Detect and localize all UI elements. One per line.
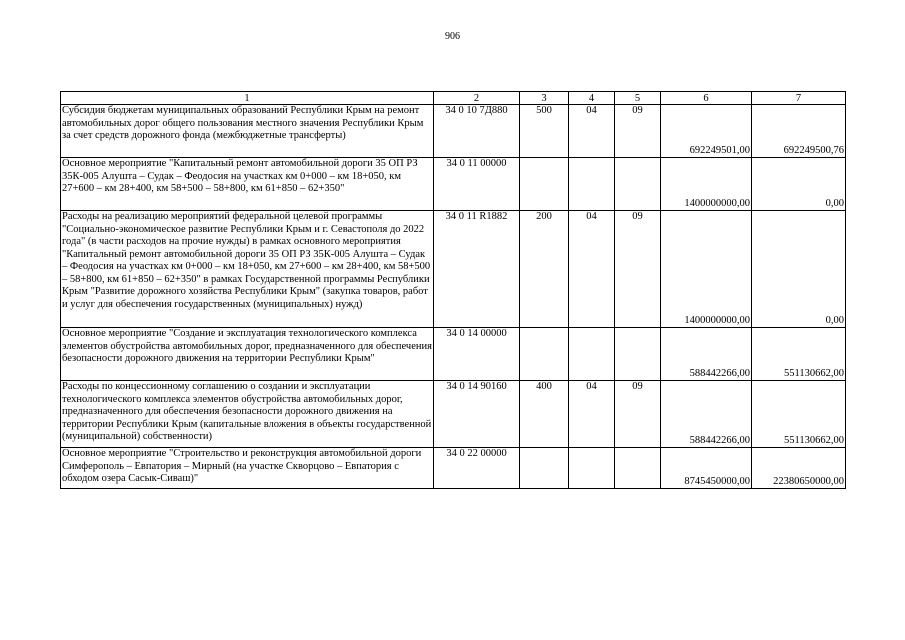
header-cell: 1 <box>61 92 434 105</box>
header-cell: 7 <box>752 92 846 105</box>
target-code: 34 0 11 R1882 <box>434 211 520 328</box>
expense-name: Основное мероприятие "Создание и эксплуатация технологического комплекса элементов обустройства автомобильных дорог, предназначенного для обеспечения безопасности дорожного движения на территории Республики Крым" <box>61 328 434 381</box>
table-row <box>61 158 846 211</box>
amount-col6: 588442266,00 <box>661 381 752 448</box>
expense-name: Расходы на реализацию мероприятий федеральной целевой программы "Социально-экономическое развитие Республики Крым и г. Севастополя до 2022 года" (в части расходов на прочие нужды) в рамках основного мероприятия "Капитальный ремонт автомобильной дороги 35 ОП РЗ 35К-005 Алушта – Судак – Феодосия на участках км 0+000 – км 18+050, км 27+600 – км 28+400, км 58+500 – 58+800, км 61+850 – 62+350" в рамках Государственной программы Республики Крым "Развитие дорожного хозяйства Республики Крым" (закупка товаров, работ и услуг для обеспечения государственных (муниципальных) нужд) <box>61 211 434 328</box>
amount-col6: 1400000000,00 <box>661 211 752 328</box>
amount-col7: 0,00 <box>752 158 846 211</box>
amount-col7: 0,00 <box>752 211 846 328</box>
subsection-code <box>615 158 661 211</box>
subsection-code: 09 <box>615 211 661 328</box>
section-code: 04 <box>569 105 615 158</box>
target-code: 34 0 14 00000 <box>434 328 520 381</box>
table-row <box>61 211 846 328</box>
expense-type <box>520 328 569 381</box>
section-code <box>569 158 615 211</box>
target-code: 34 0 22 00000 <box>434 448 520 489</box>
table-row <box>61 328 846 381</box>
target-code: 34 0 11 00000 <box>434 158 520 211</box>
target-code: 34 0 10 7Д880 <box>434 105 520 158</box>
subsection-code <box>615 448 661 489</box>
expense-type <box>520 448 569 489</box>
subsection-code <box>615 328 661 381</box>
subsection-code: 09 <box>615 381 661 448</box>
amount-col7: 692249500,76 <box>752 105 846 158</box>
expense-type: 500 <box>520 105 569 158</box>
target-code: 34 0 14 90160 <box>434 381 520 448</box>
amount-col6: 692249501,00 <box>661 105 752 158</box>
amount-col7: 551130662,00 <box>752 328 846 381</box>
section-code <box>569 328 615 381</box>
expense-name: Расходы по концессионному соглашению о создании и эксплуатации технологического комплекса элементов обустройства автомобильных дорог, предназначенного для обеспечения безопасности дорожного движения на территории Республики Крым (капитальные вложения в объекты государственной (муниципальной) собственности) <box>61 381 434 448</box>
header-cell: 6 <box>661 92 752 105</box>
amount-col7: 22380650000,00 <box>752 448 846 489</box>
budget-table <box>60 91 846 489</box>
header-cell: 4 <box>569 92 615 105</box>
expense-name: Основное мероприятие "Капитальный ремонт автомобильной дороги 35 ОП РЗ 35К-005 Алушта – Судак – Феодосия на участках км 0+000 – км 18+050, км 27+600 – км 28+400, км 58+500 – 58+800, км 61+850 – 62+350" <box>61 158 434 211</box>
expense-type <box>520 158 569 211</box>
amount-col6: 8745450000,00 <box>661 448 752 489</box>
header-cell: 5 <box>615 92 661 105</box>
table-row <box>61 448 846 489</box>
expense-type: 200 <box>520 211 569 328</box>
page-number: 906 <box>445 31 460 42</box>
header-cell: 2 <box>434 92 520 105</box>
section-code: 04 <box>569 381 615 448</box>
amount-col6: 588442266,00 <box>661 328 752 381</box>
expense-name: Основное мероприятие "Строительство и реконструкция автомобильной дороги Симферополь – Евпатория – Мирный (на участке Скворцово – Евпатория с обходом озера Сасык-Сиваш)" <box>61 448 434 489</box>
amount-col6: 1400000000,00 <box>661 158 752 211</box>
amount-col7: 551130662,00 <box>752 381 846 448</box>
table-row <box>61 105 846 158</box>
section-code <box>569 448 615 489</box>
expense-name: Субсидия бюджетам муниципальных образований Республики Крым на ремонт автомобильных дорог общего пользования местного значения Республики Крым за счет средств дорожного фонда (межбюджетные трансферты) <box>61 105 434 158</box>
table-row <box>61 381 846 448</box>
header-cell: 3 <box>520 92 569 105</box>
expense-type: 400 <box>520 381 569 448</box>
table-header-row <box>61 92 846 105</box>
subsection-code: 09 <box>615 105 661 158</box>
section-code: 04 <box>569 211 615 328</box>
